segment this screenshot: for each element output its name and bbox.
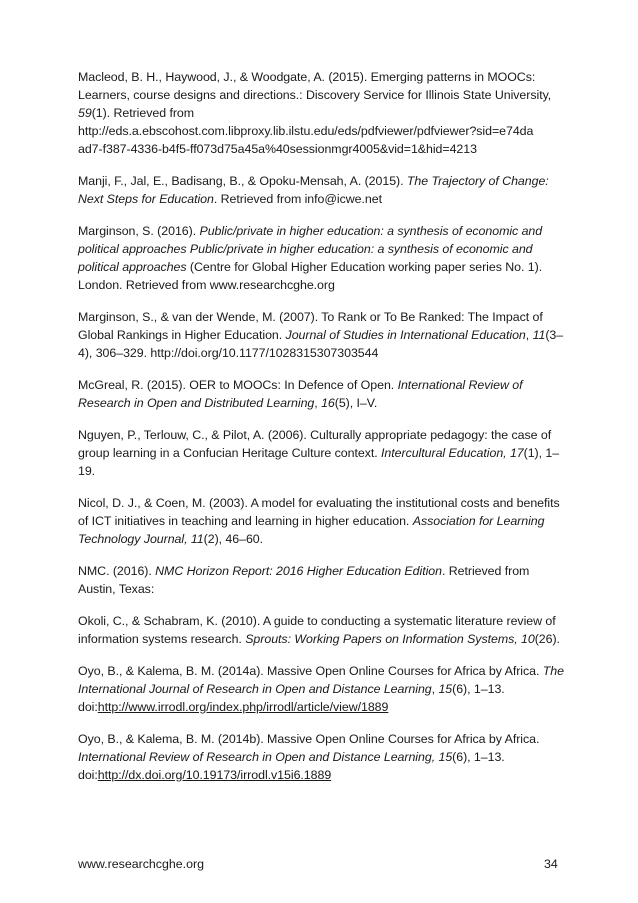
reference-url: http://eds.a.ebscohost.com.libproxy.lib.ilstu.edu/eds/pdfviewer/pdfviewer?sid=e74da (78, 124, 534, 138)
reference-entry (78, 562, 564, 598)
reference-text: (5), I–V. (334, 396, 378, 410)
reference-text: , (431, 682, 439, 696)
reference-text: Oyo, B., & Kalema, B. M. (2014a). Massive Open Online Courses for Africa by Africa. (78, 664, 543, 678)
reference-journal: The International Journal of Research in Open and Distance Learning (78, 664, 564, 696)
reference-text: (6), 1–13. doi: (78, 750, 505, 782)
reference-text: (26). (534, 632, 560, 646)
reference-entry (78, 222, 564, 294)
reference-title: The Trajectory of Change: Next Steps for Education (78, 174, 549, 206)
reference-entry (78, 612, 564, 648)
reference-journal: Intercultural Education, 17 (381, 446, 524, 460)
reference-journal: Sprouts: Working Papers on Information Systems, 10 (245, 632, 535, 646)
reference-entry (78, 494, 564, 548)
reference-text: NMC. (2016). (78, 564, 156, 578)
reference-text: Manji, F., Jal, E., Badisang, B., & Opoku-Mensah, A. (2015). (78, 174, 407, 188)
reference-title: NMC Horizon Report: 2016 Higher Education Edition (155, 564, 442, 578)
reference-entry (78, 172, 564, 208)
reference-list (78, 68, 564, 798)
reference-text: . Retrieved from info@icwe.net (213, 192, 382, 206)
reference-volume: 59 (78, 106, 92, 120)
reference-text: (1). Retrieved from (91, 106, 195, 120)
reference-url: ad7-f387-4336-b4f5-ff073d75a45a%40sessionmgr4005&vid=1&hid=4213 (78, 142, 477, 156)
reference-text: McGreal, R. (2015). OER to MOOCs: In Defence of Open. (78, 378, 398, 392)
reference-text: . Retrieved from Austin, Texas: (78, 564, 530, 596)
reference-text: Nguyen, P., Terlouw, C., & Pilot, A. (2006). Culturally appropriate pedagogy: the case of group learning in a Confucian Heritage Culture context. (78, 428, 552, 460)
reference-journal: Association for Learning Technology Journal, 11 (78, 514, 545, 546)
reference-entry (78, 68, 564, 158)
reference-text: Nicol, D. J., & Coen, M. (2003). A model for evaluating the institutional costs and benefits of ICT initiatives in teaching and learning in higher education. (78, 496, 560, 528)
reference-volume: 15 (438, 682, 453, 696)
reference-entry (78, 730, 564, 784)
reference-text: Oyo, B., & Kalema, B. M. (2014b). Massive Open Online Courses for Africa by Africa. (78, 732, 540, 746)
reference-link[interactable]: http://www.irrodl.org/index.php/irrodl/article/view/1889 (97, 700, 389, 714)
footer-website: www.researchcghe.org (78, 857, 205, 871)
reference-text: (2), 46–60. (203, 532, 264, 546)
reference-journal: International Review of Research in Open and Distributed Learning (78, 378, 523, 410)
reference-text: (1), 1–19. (78, 446, 560, 478)
reference-text: (3–4), 306–329. http://doi.org/10.1177/1028315307303544 (78, 328, 564, 360)
reference-entry (78, 426, 564, 480)
reference-text: Marginson, S., & van der Wende, M. (2007). To Rank or To Be Ranked: The Impact of Global Rankings in Higher Education. (78, 310, 543, 342)
reference-text: (Centre for Global Higher Education working paper series No. 1). London. Retrieved from www.researchcghe.org (78, 260, 543, 292)
reference-text: Macleod, B. H., Haywood, J., & Woodgate, A. (2015). Emerging patterns in MOOCs: Learners, course designs and directions.: Discovery Service for Illinois State University, (78, 70, 552, 102)
reference-entry (78, 376, 564, 412)
reference-entry (78, 308, 564, 362)
reference-text: (6), 1–13. doi: (78, 682, 505, 714)
reference-text: , (525, 328, 533, 342)
reference-journal: Journal of Studies in International Education (285, 328, 526, 342)
reference-volume: 16 (321, 396, 335, 410)
reference-link[interactable]: http://dx.doi.org/10.19173/irrodl.v15i6.1889 (97, 768, 332, 782)
reference-text: Marginson, S. (2016). (78, 224, 200, 238)
reference-text: , (314, 396, 322, 410)
page-number: 34 (544, 857, 558, 871)
reference-entry (78, 662, 564, 716)
reference-text: Okoli, C., & Schabram, K. (2010). A guide to conducting a systematic literature review of information systems research. (78, 614, 556, 646)
reference-journal: International Review of Research in Open and Distance Learning, 15 (78, 750, 453, 764)
reference-title: Public/private in higher education: a synthesis of economic and political approaches Public/private in higher education: a synthesis of economic and political approaches (78, 224, 543, 274)
reference-volume: 11 (532, 328, 546, 342)
